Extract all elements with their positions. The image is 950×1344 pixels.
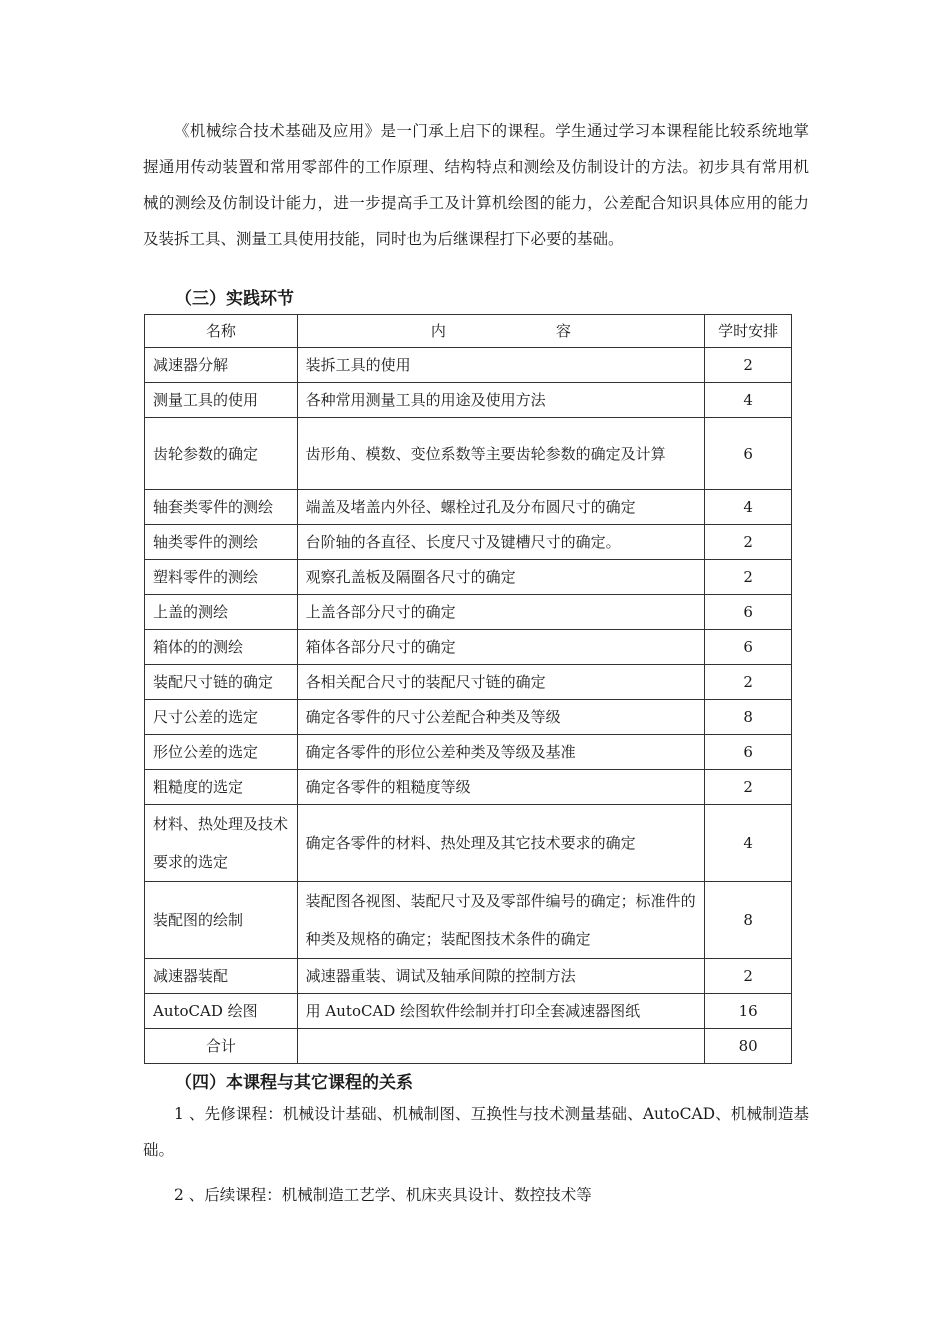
- intro-paragraph: 《机械综合技术基础及应用》是一门承上启下的课程。学生通过学习本课程能比较系统地掌握通用传动装置和常用零部件的工作原理、结构特点和测绘及仿制设计的方法。初步具有常用机械的测绘及仿制设计能力，进一步提高手工及计算机绘图的能力，公差配合知识具体应用的能力及装拆工具、测量工具使用技能，同时也为后继课程打下必要的基础。: [143, 122, 809, 248]
- header-content-part2: 容: [555, 322, 571, 340]
- row-content: 各相关配合尺寸的装配尺寸链的确定: [297, 665, 705, 700]
- section3-heading: （三）实践环节: [175, 289, 294, 309]
- row-hours: 4: [705, 383, 792, 418]
- row-content: 观察孔盖板及隔圈各尺寸的确定: [297, 560, 705, 595]
- table-row: [145, 665, 792, 700]
- row-content: 确定各零件的粗糙度等级: [297, 770, 705, 805]
- table-row: [145, 994, 792, 1029]
- row-hours: 6: [705, 735, 792, 770]
- table-row: [145, 595, 792, 630]
- row-name: 尺寸公差的选定: [145, 700, 298, 735]
- row-name: 形位公差的选定: [145, 735, 298, 770]
- row-content: 端盖及堵盖内外径、螺栓过孔及分布圆尺寸的确定: [297, 490, 705, 525]
- row-hours: 2: [705, 560, 792, 595]
- row-content: 台阶轴的各直径、长度尺寸及键槽尺寸的确定。: [297, 525, 705, 560]
- row-name: 装配尺寸链的确定: [145, 665, 298, 700]
- row-content: 减速器重装、调试及轴承间隙的控制方法: [297, 959, 705, 994]
- row-content: 箱体各部分尺寸的确定: [297, 630, 705, 665]
- row-content: 齿形角、模数、变位系数等主要齿轮参数的确定及计算: [297, 418, 705, 490]
- row-hours: 4: [705, 490, 792, 525]
- table-row: [145, 770, 792, 805]
- row-name: 箱体的的测绘: [145, 630, 298, 665]
- table-row: [145, 882, 792, 959]
- row-name: 轴类零件的测绘: [145, 525, 298, 560]
- row-name: 减速器装配: [145, 959, 298, 994]
- row-name: 塑料零件的测绘: [145, 560, 298, 595]
- row-hours: 2: [705, 665, 792, 700]
- row-hours: 4: [705, 805, 792, 882]
- table-row: [145, 418, 792, 490]
- row-name: 材料、热处理及技术要求的选定: [145, 805, 298, 882]
- table-row: [145, 959, 792, 994]
- prereq-paragraph: 1 、先修课程：机械设计基础、机械制图、互换性与技术测量基础、AutoCAD、机械制造基础。: [143, 1105, 809, 1159]
- practice-table: [144, 314, 792, 1064]
- table-row: [145, 383, 792, 418]
- table-row: [145, 700, 792, 735]
- table-total-row: [145, 1029, 792, 1064]
- row-hours: 6: [705, 595, 792, 630]
- table-row: [145, 735, 792, 770]
- row-hours: 6: [705, 630, 792, 665]
- row-name: 减速器分解: [145, 348, 298, 383]
- row-hours: 2: [705, 770, 792, 805]
- header-content-part1: 内: [430, 322, 446, 340]
- table-row: [145, 805, 792, 882]
- row-hours: 2: [705, 525, 792, 560]
- row-content: 上盖各部分尺寸的确定: [297, 595, 705, 630]
- table-row: [145, 490, 792, 525]
- row-hours: 2: [705, 348, 792, 383]
- row-hours: 8: [705, 700, 792, 735]
- total-hours: 80: [705, 1029, 792, 1064]
- row-name: 测量工具的使用: [145, 383, 298, 418]
- row-name: 粗糙度的选定: [145, 770, 298, 805]
- header-content: [297, 315, 705, 348]
- row-name: 上盖的测绘: [145, 595, 298, 630]
- row-content: 各种常用测量工具的用途及使用方法: [297, 383, 705, 418]
- table-row: [145, 630, 792, 665]
- row-content: 装拆工具的使用: [297, 348, 705, 383]
- table-header-row: [145, 315, 792, 348]
- row-hours: 6: [705, 418, 792, 490]
- total-content: [297, 1029, 705, 1064]
- row-hours: 2: [705, 959, 792, 994]
- table-row: [145, 525, 792, 560]
- row-hours: 8: [705, 882, 792, 959]
- followup-paragraph: 2 、后续课程：机械制造工艺学、机床夹具设计、数控技术等: [174, 1186, 592, 1204]
- row-name: 齿轮参数的确定: [145, 418, 298, 490]
- row-name: 装配图的绘制: [145, 882, 298, 959]
- total-label: 合计: [145, 1029, 298, 1064]
- row-content: 装配图各视图、装配尺寸及及零部件编号的确定；标准件的种类及规格的确定；装配图技术条件的确定: [297, 882, 705, 959]
- row-hours: 16: [705, 994, 792, 1029]
- row-content: 用 AutoCAD 绘图软件绘制并打印全套减速器图纸: [297, 994, 705, 1029]
- row-name: AutoCAD 绘图: [145, 994, 298, 1029]
- row-content: 确定各零件的尺寸公差配合种类及等级: [297, 700, 705, 735]
- header-name: 名称: [145, 315, 298, 348]
- header-hours: 学时安排: [705, 315, 792, 348]
- row-content: 确定各零件的形位公差种类及等级及基准: [297, 735, 705, 770]
- table-row: [145, 348, 792, 383]
- table-row: [145, 560, 792, 595]
- row-name: 轴套类零件的测绘: [145, 490, 298, 525]
- section4-heading: （四）本课程与其它课程的关系: [175, 1073, 413, 1093]
- row-content: 确定各零件的材料、热处理及其它技术要求的确定: [297, 805, 705, 882]
